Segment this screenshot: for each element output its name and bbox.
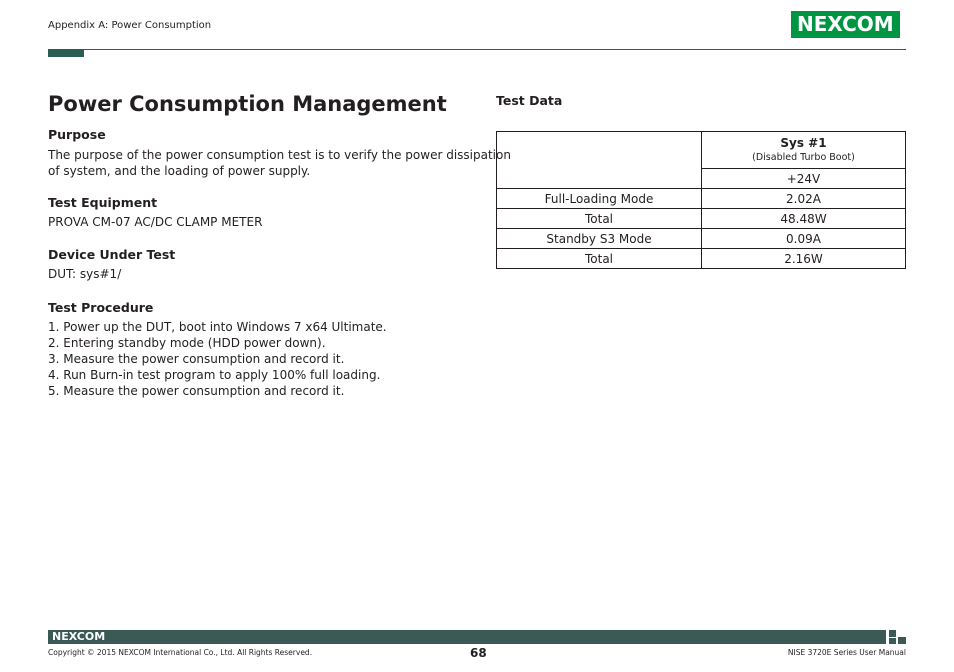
purpose-line-1: The purpose of the power consumption test is to verify the power dissipation xyxy=(48,148,511,162)
row-label: Standby S3 Mode xyxy=(497,229,702,249)
purpose-line-2: of system, and the loading of power supply. xyxy=(48,164,311,178)
page-number: 68 xyxy=(470,646,487,660)
procedure-heading: Test Procedure xyxy=(48,300,154,315)
equipment-heading: Test Equipment xyxy=(48,195,158,210)
header-tab-marker xyxy=(48,49,84,57)
table-row xyxy=(497,209,906,229)
dut-text: DUT: sys#1/ xyxy=(48,267,122,281)
purpose-text xyxy=(48,147,511,179)
table-row xyxy=(497,249,906,269)
copyright-text: Copyright © 2015 NEXCOM International Co., Ltd. All Rights Reserved. xyxy=(48,648,313,657)
empty-corner-cell xyxy=(497,132,702,189)
purpose-heading: Purpose xyxy=(48,127,106,142)
table-header-row xyxy=(497,132,906,169)
table-row xyxy=(497,229,906,249)
row-value: 0.09A xyxy=(702,229,906,249)
procedure-step: 5. Measure the power consumption and record it. xyxy=(48,384,345,398)
footer-square xyxy=(898,637,906,644)
manual-name: NISE 3720E Series User Manual xyxy=(787,648,906,657)
footer-square xyxy=(889,638,896,644)
logo-text: NEXCOM xyxy=(797,12,894,36)
nexcom-logo xyxy=(791,11,906,38)
table-row xyxy=(497,189,906,209)
footer-bar xyxy=(48,630,886,644)
row-label: Total xyxy=(497,209,702,229)
procedure-list xyxy=(48,319,387,399)
procedure-step: 2. Entering standby mode (HDD power down). xyxy=(48,336,326,350)
procedure-step: 1. Power up the DUT, boot into Windows 7 x64 Ultimate. xyxy=(48,320,387,334)
row-value: 2.16W xyxy=(702,249,906,269)
dut-heading: Device Under Test xyxy=(48,247,176,262)
voltage-cell: +24V xyxy=(702,169,906,189)
sys-name: Sys #1 xyxy=(780,136,827,150)
row-value: 48.48W xyxy=(702,209,906,229)
sys-note: (Disabled Turbo Boot) xyxy=(752,152,855,163)
sys-header-cell xyxy=(702,132,906,169)
row-value: 2.02A xyxy=(702,189,906,209)
header-divider xyxy=(48,49,906,50)
row-label: Total xyxy=(497,249,702,269)
procedure-step: 3. Measure the power consumption and record it. xyxy=(48,352,345,366)
equipment-text: PROVA CM-07 AC/DC CLAMP METER xyxy=(48,215,263,229)
test-data-heading: Test Data xyxy=(496,93,563,108)
procedure-step: 4. Run Burn-in test program to apply 100% full loading. xyxy=(48,368,381,382)
page-title: Power Consumption Management xyxy=(48,92,447,116)
footer-logo: NEXCOM xyxy=(52,630,106,643)
footer-square xyxy=(889,630,896,637)
row-label: Full-Loading Mode xyxy=(497,189,702,209)
test-data-table xyxy=(496,131,906,269)
header-section-title: Appendix A: Power Consumption xyxy=(48,20,212,31)
